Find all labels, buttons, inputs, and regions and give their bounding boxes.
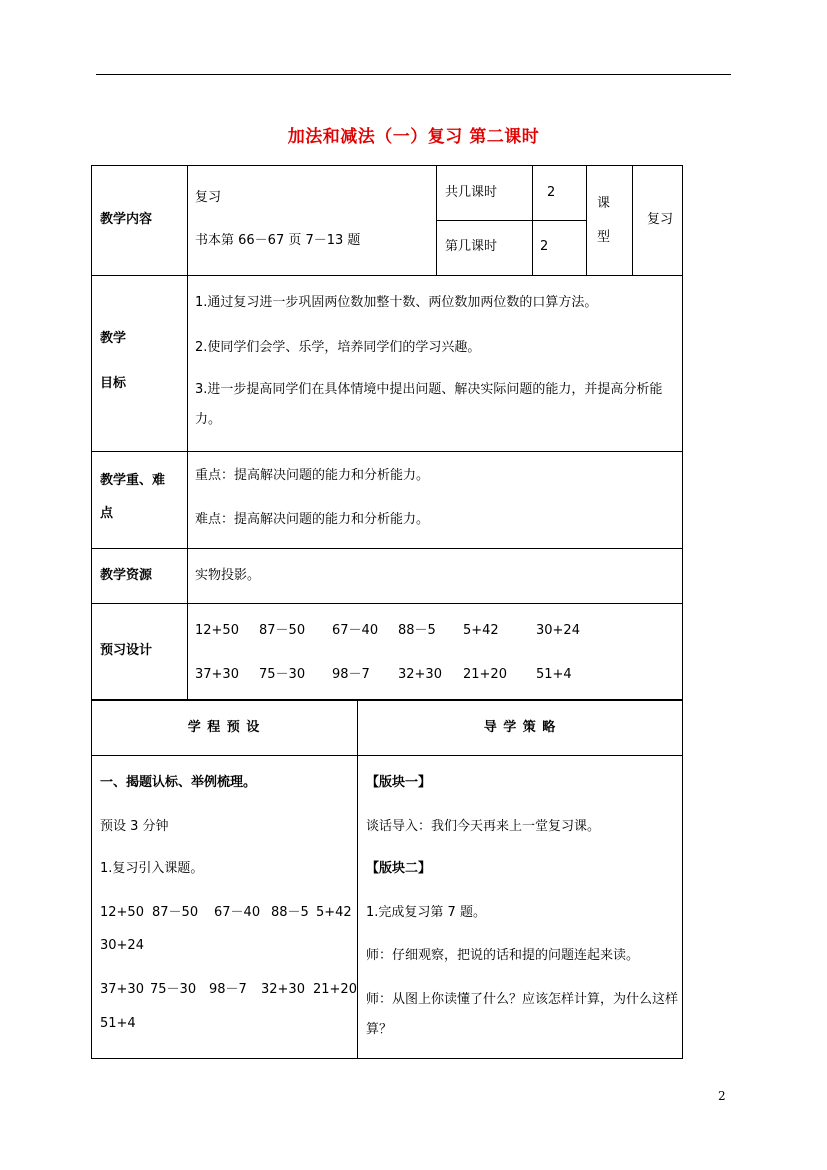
lesson-no-label: 第几课时 <box>445 239 498 254</box>
review-expr: 30+24 <box>100 938 144 953</box>
teacher-prompt-1: 师：仔细观察，把说的话和提的问题连起来读。 <box>366 948 640 963</box>
goal-item-2: 2.使同学们会学、乐学，培养同学们的学习兴趣。 <box>195 340 481 355</box>
key-point: 重点：提高解决问题的能力和分析能力。 <box>195 468 430 483</box>
preview-expr: 88－5 <box>398 623 436 638</box>
review-expr: 32+30 <box>261 982 305 997</box>
key-points-label-2: 点 <box>100 506 114 521</box>
preview-expr: 5+42 <box>463 623 499 638</box>
time-estimate: 预设 3 分钟 <box>100 819 169 834</box>
teacher-prompt-2: 师：从图上你读懂了什么？应该怎样计算，为什么这样算？ <box>366 992 679 1037</box>
preview-expr: 12+50 <box>195 623 239 638</box>
preview-expr: 67－40 <box>332 623 379 638</box>
page-title: 加法和减法（一）复习 第二课时 <box>287 127 540 147</box>
resources-value: 实物投影。 <box>195 568 261 583</box>
type-label-2: 型 <box>597 230 611 245</box>
goal-item-3: 3.进一步提高同学们在具体情境中提出问题、解决实际问题的能力，并提高分析能力。 <box>195 382 663 427</box>
review-expr: 75－30 <box>150 982 197 997</box>
preview-expr: 87－50 <box>259 623 306 638</box>
preview-expr: 37+30 <box>195 667 239 682</box>
review-expr: 87－50 <box>152 905 199 920</box>
step-1: 1.复习引入课题。 <box>100 861 204 876</box>
review-expr: 21+20 <box>313 982 357 997</box>
preview-expr: 32+30 <box>398 667 442 682</box>
content-line2: 书本第 66－67 页 7－13 题 <box>195 233 361 248</box>
section-heading: 一、揭题认标、举例梳理。 <box>100 775 257 790</box>
content-label: 教学内容 <box>100 212 153 227</box>
review-expr: 67－40 <box>214 905 261 920</box>
preview-expr: 30+24 <box>536 623 580 638</box>
preview-expr: 21+20 <box>463 667 507 682</box>
block-1-heading: 【版块一】 <box>366 775 432 790</box>
type-value: 复习 <box>647 212 674 227</box>
review-expr: 5+42 <box>316 905 352 920</box>
left-column-header: 学 程 预 设 <box>187 720 261 735</box>
preview-expr: 98－7 <box>332 667 370 682</box>
type-label-1: 课 <box>597 196 611 211</box>
goal-item-1: 1.通过复习进一步巩固两位数加整十数、两位数加两位数的口算方法。 <box>195 295 598 310</box>
preview-expr: 51+4 <box>536 667 572 682</box>
total-lessons-value: 2 <box>547 185 556 200</box>
total-lessons-label: 共几课时 <box>445 185 498 200</box>
review-expr: 37+30 <box>100 982 144 997</box>
key-points-label-1: 教学重、难 <box>100 473 166 488</box>
resources-label: 教学资源 <box>100 568 153 583</box>
difficult-point: 难点：提高解决问题的能力和分析能力。 <box>195 512 430 527</box>
review-expr: 12+50 <box>100 905 144 920</box>
review-expr: 88－5 <box>271 905 309 920</box>
goals-label-2: 目标 <box>100 376 127 391</box>
right-column-header: 导 学 策 略 <box>483 720 557 735</box>
content-line1: 复习 <box>195 190 222 205</box>
review-expr: 51+4 <box>100 1016 136 1031</box>
page-number: 2 <box>718 1089 726 1103</box>
review-expr: 98－7 <box>209 982 247 997</box>
block-2-heading: 【版块二】 <box>366 861 432 876</box>
lesson-no-value: 2 <box>540 239 549 254</box>
intro-text: 谈话导入：我们今天再来上一堂复习课。 <box>366 819 601 834</box>
preview-expr: 75－30 <box>259 667 306 682</box>
header-rule <box>96 74 731 75</box>
task-text: 1.完成复习第 7 题。 <box>366 905 486 920</box>
preview-label: 预习设计 <box>100 643 153 658</box>
goals-label-1: 教学 <box>100 331 127 346</box>
